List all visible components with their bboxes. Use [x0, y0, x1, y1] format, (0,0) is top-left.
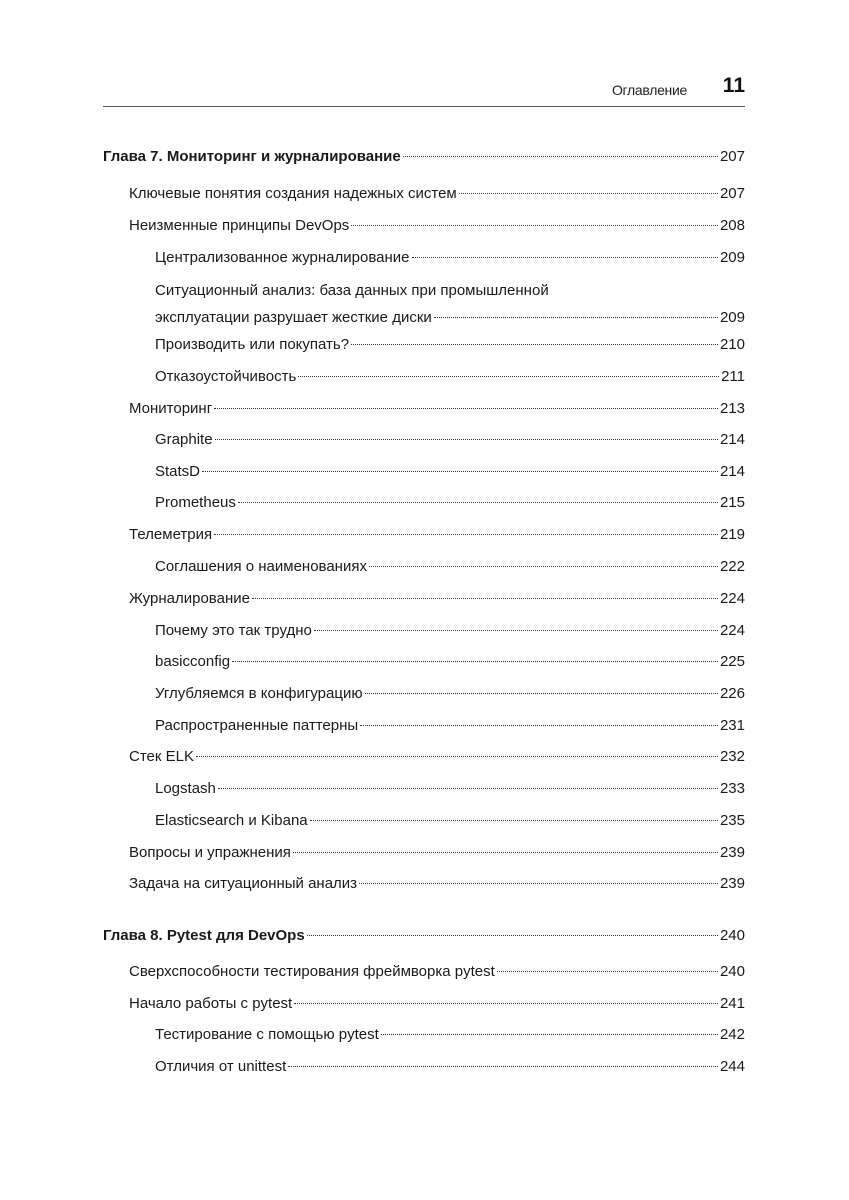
- toc-subsection-entry: [155, 461, 745, 483]
- toc-entry-page: 239: [719, 875, 745, 892]
- dot-leader: [307, 935, 718, 936]
- toc-entry-page: 224: [719, 622, 745, 639]
- dot-leader: [434, 317, 718, 318]
- toc-entry-title: Начало работы с pytest: [129, 995, 293, 1012]
- toc-entry-title: Распространенные паттерны: [155, 717, 359, 734]
- toc-entry-title: Logstash: [155, 780, 216, 797]
- toc-entry-title: Глава 7. Мониторинг и журналирование: [103, 148, 401, 165]
- toc-section-entry: [129, 842, 745, 864]
- toc-entry-title: StatsD: [155, 463, 201, 480]
- dot-leader: [298, 376, 719, 377]
- dot-leader: [314, 630, 718, 631]
- toc-section-entry: [129, 873, 745, 895]
- dot-leader: [351, 344, 718, 345]
- toc-entry-title: Стек ELK: [129, 748, 194, 765]
- toc-entry-page: 242: [719, 1026, 745, 1043]
- toc-entry-page: 215: [719, 494, 745, 511]
- toc-entry-title: Неизменные принципы DevOps: [129, 217, 350, 234]
- toc-entry-title: Соглашения о наименованиях: [155, 558, 367, 575]
- dot-leader: [365, 693, 718, 694]
- dot-leader: [215, 439, 718, 440]
- toc-entry-page: 210: [719, 336, 745, 353]
- dot-leader: [459, 193, 718, 194]
- toc-section-entry: [129, 524, 745, 546]
- toc-entry-page: 241: [719, 995, 745, 1012]
- toc-entry-title: basicconfig: [155, 653, 231, 670]
- toc-entry-title: Журналирование: [129, 590, 250, 607]
- dot-leader: [218, 788, 718, 789]
- toc-subsection-entry: [155, 715, 745, 737]
- toc-subsection-entry: [155, 651, 745, 673]
- toc-entry-page: 222: [719, 558, 745, 575]
- toc-section-entry: [129, 961, 745, 983]
- toc-entry-page: 231: [719, 717, 745, 734]
- toc-entry-title: Углубляемся в конфигурацию: [155, 685, 363, 702]
- toc-subsection-entry: [155, 778, 745, 800]
- toc-subsection-entry: [155, 620, 745, 642]
- toc-entry-title: Вопросы и упражнения: [129, 844, 291, 861]
- dot-leader: [381, 1034, 718, 1035]
- toc-entry-title: Prometheus: [155, 494, 236, 511]
- toc-entry-page: 211: [721, 368, 745, 385]
- toc-entry-page: 240: [719, 963, 745, 980]
- toc-subsection-entry: [155, 492, 745, 514]
- toc-section-entry: [129, 215, 745, 237]
- toc-subsection-entry: [155, 683, 745, 705]
- toc-subsection-entry-multiline: [155, 280, 745, 329]
- toc-entry-page: 240: [719, 927, 745, 944]
- toc-entry-page: 214: [719, 431, 745, 448]
- toc-entry-title-line1: Ситуационный анализ: база данных при промышленной: [155, 282, 549, 299]
- header-section-label: Оглавление: [611, 82, 687, 98]
- toc-entry-page: 219: [719, 526, 745, 543]
- dot-leader: [412, 257, 718, 258]
- toc-entry-page: 232: [719, 748, 745, 765]
- toc-entry-page: 239: [719, 844, 745, 861]
- toc-chapter-entry: [103, 146, 745, 168]
- toc-section-entry: [129, 993, 745, 1015]
- toc-entry-title: Телеметрия: [129, 526, 213, 543]
- dot-leader: [238, 502, 718, 503]
- toc-entry-page: 213: [719, 400, 745, 417]
- toc-subsection-entry: [155, 1024, 745, 1046]
- dot-leader: [359, 883, 718, 884]
- toc-entry-page: 207: [719, 148, 745, 165]
- toc-entry-title: эксплуатации разрушает жесткие диски: [155, 309, 432, 326]
- dot-leader: [497, 971, 718, 972]
- toc-entry-title: Тестирование с помощью pytest: [155, 1026, 379, 1043]
- toc-entry-page: 244: [719, 1058, 745, 1075]
- toc-entry-title: Мониторинг: [129, 400, 213, 417]
- dot-leader: [403, 156, 718, 157]
- toc-chapter-entry: [103, 925, 745, 947]
- toc-entry-page: 208: [719, 217, 745, 234]
- header-page-number: 11: [722, 74, 745, 97]
- toc-subsection-entry: [155, 810, 745, 832]
- toc-entry-title: Почему это так трудно: [155, 622, 312, 639]
- dot-leader: [252, 598, 718, 599]
- toc-section-entry: [129, 398, 745, 420]
- dot-leader: [369, 566, 718, 567]
- toc-entry-title: Глава 8. Pytest для DevOps: [103, 927, 305, 944]
- toc-entry-title: Ключевые понятия создания надежных систем: [129, 185, 457, 202]
- toc-entry-title: Отличия от unittest: [155, 1058, 287, 1075]
- toc-entry-title: Производить или покупать?: [155, 336, 350, 353]
- toc-entry-title: Централизованное журналирование: [155, 249, 410, 266]
- toc-entry-page: 214: [719, 463, 745, 480]
- toc-section-entry: [129, 746, 745, 768]
- toc-entry-page: 226: [719, 685, 745, 702]
- dot-leader: [310, 820, 718, 821]
- dot-leader: [214, 534, 718, 535]
- dot-leader: [360, 725, 718, 726]
- dot-leader: [214, 408, 718, 409]
- toc-entry-page: 233: [719, 780, 745, 797]
- toc-section-entry: [129, 183, 745, 205]
- toc-entry-page: 224: [719, 590, 745, 607]
- dot-leader: [294, 1003, 718, 1004]
- toc-entry-page: 225: [719, 653, 745, 670]
- toc-entry-title: Задача на ситуационный анализ: [129, 875, 358, 892]
- toc-entry-page: 207: [719, 185, 745, 202]
- toc-subsection-entry: [155, 556, 745, 578]
- dot-leader: [288, 1066, 718, 1067]
- dot-leader: [196, 756, 718, 757]
- toc-entry-page: 209: [719, 309, 745, 326]
- toc-entry-title: Отказоустойчивость: [155, 368, 297, 385]
- toc-subsection-entry: [155, 429, 745, 451]
- toc-entry-page: 209: [719, 249, 745, 266]
- dot-leader: [351, 225, 718, 226]
- toc-entry-title: Graphite: [155, 431, 213, 448]
- toc-subsection-entry: [155, 334, 745, 356]
- toc-section-entry: [129, 588, 745, 610]
- toc-subsection-entry: [155, 1056, 745, 1078]
- dot-leader: [232, 661, 718, 662]
- toc-entry-page: 235: [719, 812, 745, 829]
- toc-entry-title: Elasticsearch и Kibana: [155, 812, 308, 829]
- toc-entry-title: Сверхспособности тестирования фреймворка pytest: [129, 963, 495, 980]
- dot-leader: [293, 852, 718, 853]
- dot-leader: [202, 471, 718, 472]
- toc-subsection-entry: [155, 366, 745, 388]
- toc-subsection-entry: [155, 247, 745, 269]
